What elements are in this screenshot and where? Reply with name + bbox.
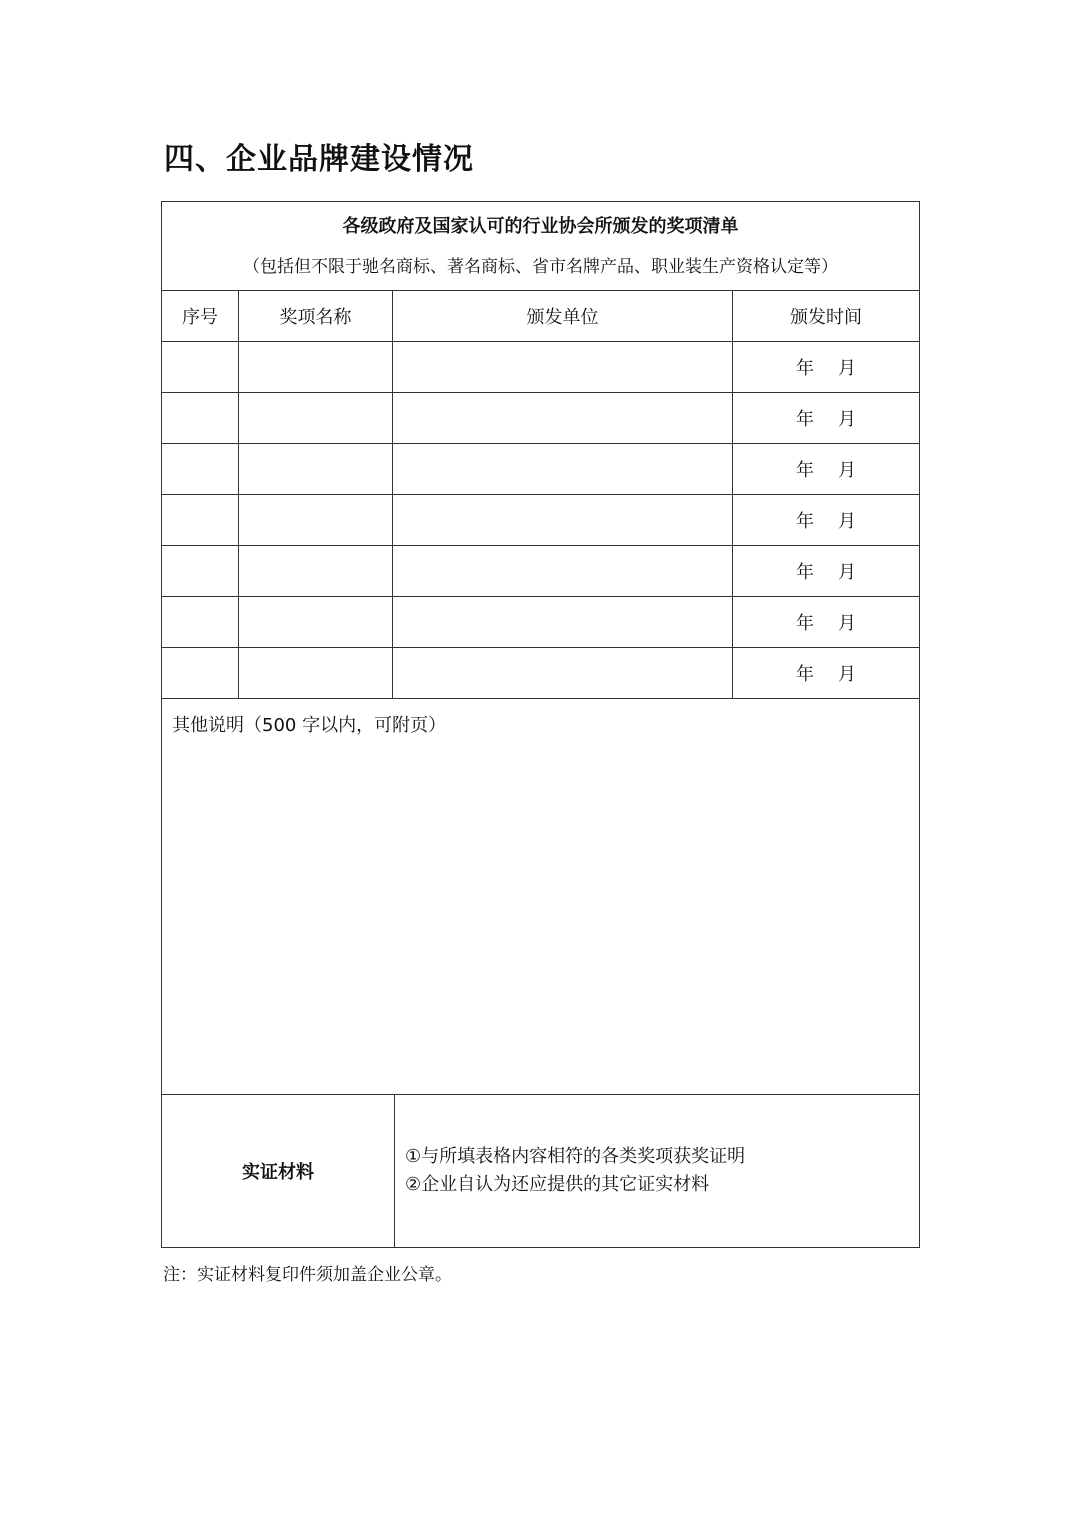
- month-label: 月: [838, 511, 857, 532]
- table-subtitle: （包括但不限于驰名商标、著名商标、省市名牌产品、职业装生产资格认定等）: [243, 257, 839, 277]
- award-list-table: [161, 201, 920, 1248]
- table-header-cell: [162, 202, 920, 291]
- year-label: 年: [796, 562, 815, 583]
- issuer-cell[interactable]: [393, 546, 733, 597]
- issuer-cell[interactable]: [393, 495, 733, 546]
- award-name-cell[interactable]: [239, 444, 393, 495]
- award-name-cell[interactable]: [239, 648, 393, 699]
- issue-date-cell[interactable]: [733, 495, 920, 546]
- footnote: 注：实证材料复印件须加盖企业公章。: [163, 1265, 452, 1285]
- row-index-cell[interactable]: [162, 597, 239, 648]
- notes-field[interactable]: [162, 699, 920, 1095]
- issue-date-cell[interactable]: [733, 444, 920, 495]
- row-index-cell[interactable]: [162, 393, 239, 444]
- table-row: [162, 342, 920, 393]
- row-index-cell[interactable]: [162, 444, 239, 495]
- table-row: [162, 546, 920, 597]
- award-name-cell[interactable]: [239, 546, 393, 597]
- page-title: 四、企业品牌建设情况: [164, 142, 474, 177]
- table-row: [162, 393, 920, 444]
- month-label: 月: [838, 562, 857, 583]
- issue-date-cell[interactable]: [733, 393, 920, 444]
- award-name-cell[interactable]: [239, 597, 393, 648]
- table-row: [162, 495, 920, 546]
- year-label: 年: [796, 460, 815, 481]
- notes-label: 其他说明（500 字以内，可附页）: [172, 715, 447, 736]
- evidence-items: [395, 1095, 920, 1248]
- row-index-cell[interactable]: [162, 495, 239, 546]
- month-label: 月: [838, 664, 857, 685]
- award-name-cell[interactable]: [239, 342, 393, 393]
- row-index-cell[interactable]: [162, 648, 239, 699]
- issue-date-cell[interactable]: [733, 342, 920, 393]
- issuer-cell[interactable]: [393, 342, 733, 393]
- table-row: [162, 597, 920, 648]
- year-label: 年: [796, 613, 815, 634]
- row-index-cell[interactable]: [162, 546, 239, 597]
- year-label: 年: [796, 409, 815, 430]
- column-header-issuer: 颁发单位: [393, 291, 733, 342]
- evidence-item: ①与所填表格内容相符的各类奖项获奖证明: [405, 1146, 746, 1167]
- issuer-cell[interactable]: [393, 648, 733, 699]
- row-index-cell[interactable]: [162, 342, 239, 393]
- column-header-issue-date: 颁发时间: [733, 291, 920, 342]
- issuer-cell[interactable]: [393, 393, 733, 444]
- column-header-row: [162, 291, 920, 342]
- table-title: 各级政府及国家认可的行业协会所颁发的奖项清单: [342, 216, 739, 237]
- year-label: 年: [796, 664, 815, 685]
- issue-date-cell[interactable]: [733, 597, 920, 648]
- column-header-index: 序号: [162, 291, 239, 342]
- month-label: 月: [838, 613, 857, 634]
- evidence-label: 实证材料: [162, 1095, 395, 1248]
- issue-date-cell[interactable]: [733, 546, 920, 597]
- table-row: [162, 444, 920, 495]
- column-header-award-name: 奖项名称: [239, 291, 393, 342]
- month-label: 月: [838, 358, 857, 379]
- award-name-cell[interactable]: [239, 393, 393, 444]
- year-label: 年: [796, 358, 815, 379]
- month-label: 月: [838, 409, 857, 430]
- evidence-item: ②企业自认为还应提供的其它证实材料: [405, 1174, 710, 1195]
- year-label: 年: [796, 511, 815, 532]
- table-row: [162, 648, 920, 699]
- month-label: 月: [838, 460, 857, 481]
- issue-date-cell[interactable]: [733, 648, 920, 699]
- award-name-cell[interactable]: [239, 495, 393, 546]
- issuer-cell[interactable]: [393, 597, 733, 648]
- issuer-cell[interactable]: [393, 444, 733, 495]
